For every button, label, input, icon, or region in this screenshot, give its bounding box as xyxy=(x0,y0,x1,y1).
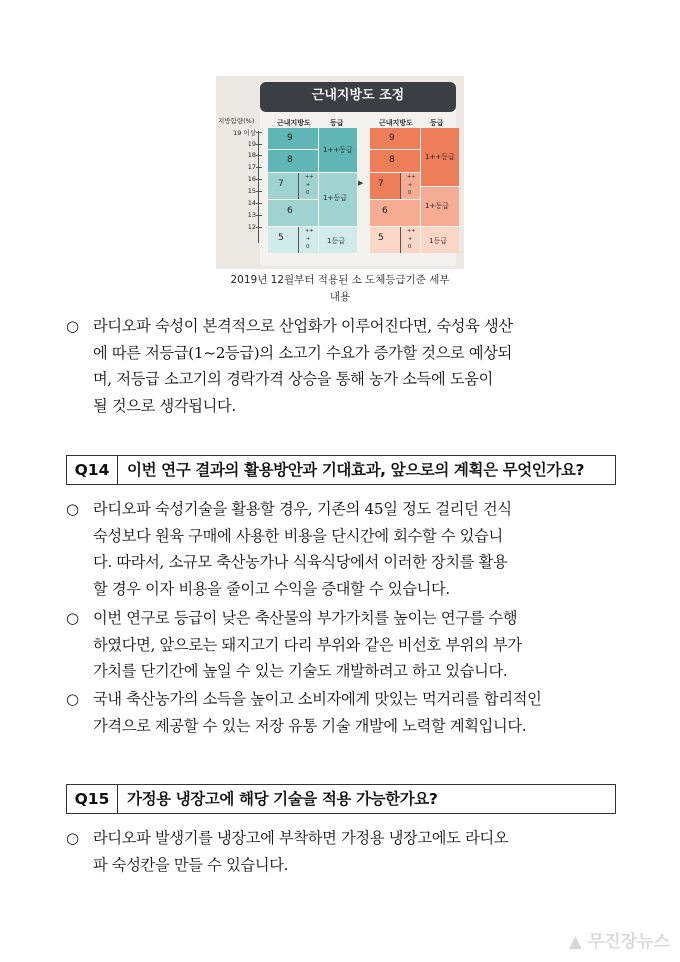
text-line: 에 따른 저등급(1~2등급)의 소고기 수요가 증가할 것으로 예상되 xyxy=(93,343,513,362)
right-block-8: 8 xyxy=(370,150,420,172)
y-tick-mark xyxy=(256,167,262,168)
text-line: 라디오파 발생기를 냉장고에 부착하면 가정용 냉장고에도 라디오 xyxy=(93,829,509,847)
right-header-marbling: 근내지방도 xyxy=(379,119,413,127)
question-text: 이번 연구 결과의 활용방안과 기대효과, 앞으로의 계획은 무엇인가요? xyxy=(127,461,585,479)
question-number: Q15 xyxy=(67,785,118,813)
left-grade-1: 1등급 xyxy=(319,227,357,253)
right-block-7-sub xyxy=(400,173,420,199)
left-block-5-sub xyxy=(298,227,318,253)
question-text: 가정용 냉장고에 해당 기술을 적용 가능한가요? xyxy=(127,790,438,808)
y-tick-label: 15 xyxy=(247,187,256,195)
answer-paragraph xyxy=(66,686,626,739)
sub-mark: + xyxy=(306,236,311,242)
text-line: 라디오파 숙성기술을 활용할 경우, 기존의 45일 정도 걸리던 건식 xyxy=(93,500,512,518)
sub-mark: ++ xyxy=(407,174,416,180)
y-tick-mark xyxy=(256,144,262,145)
y-tick-mark xyxy=(256,215,262,216)
y-tick-label: 16 xyxy=(247,175,256,183)
text-line: 할 경우 이자 비용을 줄이고 수익을 증대할 수 있습니다. xyxy=(93,579,450,598)
text-line: 라디오파 숙성이 본격적으로 산업화가 이루어진다면, 숙성육 생산 xyxy=(93,317,513,335)
text-line: 숙성보다 원육 구매에 사용한 비용을 단시간에 회수할 수 있습니 xyxy=(93,526,503,545)
y-tick-mark xyxy=(256,132,262,133)
right-block-5-sub xyxy=(400,227,420,253)
right-grade-1p: 1+등급 xyxy=(421,187,459,226)
right-block-5: 5 xyxy=(370,227,400,253)
question-box-q15 xyxy=(66,784,616,814)
text-line: 파 숙성칸을 만들 수 있습니다. xyxy=(93,855,289,874)
sub-mark: 0 xyxy=(408,244,412,250)
circle-bullet-icon: ○ xyxy=(66,690,79,708)
sub-mark: + xyxy=(306,182,311,188)
y-tick-label: 19 이상 xyxy=(233,129,256,137)
text-line: 가치를 단기간에 높일 수 있는 기술도 개발하려고 하고 있습니다. xyxy=(93,662,508,680)
figure-title: 근내지방도 조정 xyxy=(260,82,456,112)
answer-paragraph xyxy=(66,313,626,419)
circle-bullet-icon: ○ xyxy=(66,317,79,335)
sub-mark: ++ xyxy=(305,228,314,234)
circle-bullet-icon: ○ xyxy=(66,500,79,518)
caption-line: 내용 xyxy=(329,291,351,303)
left-block-8: 8 xyxy=(268,150,318,172)
answer-paragraph xyxy=(66,496,626,602)
y-tick-label: 12 xyxy=(247,223,256,231)
y-tick-label: 18 xyxy=(247,151,256,159)
text-line: 다. 따라서, 소규모 축산농가나 식육식당에서 이러한 장치를 활용 xyxy=(93,553,508,571)
text-line: 될 것으로 생각됩니다. xyxy=(93,396,236,415)
left-grade-1pp: 1++등급 xyxy=(319,128,357,172)
axis-label: 지방함량(%) xyxy=(218,117,255,125)
sub-mark: ++ xyxy=(305,174,314,180)
left-header-marbling: 근내지방도 xyxy=(277,119,311,127)
text-line: 하였다면, 앞으로는 돼지고기 다리 부위와 같은 비선호 부위의 부가 xyxy=(93,635,522,654)
figure-caption xyxy=(200,272,480,306)
answer-paragraph xyxy=(66,825,626,878)
question-box-q14 xyxy=(66,455,616,485)
left-block-6: 6 xyxy=(268,200,318,226)
y-tick-label: 17 xyxy=(247,163,256,171)
question-number: Q14 xyxy=(67,456,118,484)
watermark-logo: ▲ 무진장뉴스 xyxy=(568,932,670,952)
arrow-right-icon: ▶ xyxy=(358,179,364,187)
right-block-6: 6 xyxy=(370,200,420,226)
y-tick-mark xyxy=(256,227,262,228)
y-tick-mark xyxy=(256,191,262,192)
y-tick-label: 19 xyxy=(247,140,256,148)
y-tick-label: 14 xyxy=(247,199,256,207)
watermark-text: 무진장뉴스 xyxy=(587,932,670,952)
sub-mark: + xyxy=(408,182,413,188)
circle-bullet-icon: ○ xyxy=(66,609,79,627)
y-tick-label: 13 xyxy=(247,211,256,219)
text-line: 가격으로 제공할 수 있는 저장 유통 기술 개발에 노력할 계획입니다. xyxy=(93,716,527,735)
y-tick-mark xyxy=(256,203,262,204)
sub-mark: 0 xyxy=(306,190,310,196)
left-block-9: 9 xyxy=(268,128,318,149)
text-line: 며, 저등급 소고기의 경락가격 상승을 통해 농가 소득에 도움이 xyxy=(93,370,494,388)
sub-mark: 0 xyxy=(408,190,412,196)
left-block-5: 5 xyxy=(268,227,298,253)
left-header-grade: 등급 xyxy=(330,119,344,127)
left-grade-1p: 1+등급 xyxy=(319,173,357,226)
right-grade-1: 1등급 xyxy=(421,227,459,253)
text-line: 이번 연구로 등급이 낮은 축산물의 부가가치를 높이는 연구를 수행 xyxy=(93,609,518,627)
left-block-7: 7 xyxy=(268,173,298,199)
left-block-7-sub xyxy=(298,173,318,199)
right-block-7: 7 xyxy=(370,173,400,199)
sub-mark: ++ xyxy=(407,228,416,234)
right-grade-1pp: 1++등급 xyxy=(421,128,459,186)
sub-mark: 0 xyxy=(306,244,310,250)
sub-mark: + xyxy=(408,236,413,242)
axis-line xyxy=(258,131,259,243)
y-tick-mark xyxy=(256,155,262,156)
right-header-grade: 등급 xyxy=(430,119,444,127)
y-tick-mark xyxy=(256,179,262,180)
circle-bullet-icon: ○ xyxy=(66,829,79,847)
text-line: 국내 축산농가의 소득을 높이고 소비자에게 맛있는 먹거리를 합리적인 xyxy=(93,690,542,708)
answer-paragraph xyxy=(66,605,626,685)
right-block-9: 9 xyxy=(370,128,420,149)
caption-line: 2019년 12월부터 적용된 소 도체등급기준 세부 xyxy=(230,274,450,286)
grading-figure xyxy=(216,76,464,269)
